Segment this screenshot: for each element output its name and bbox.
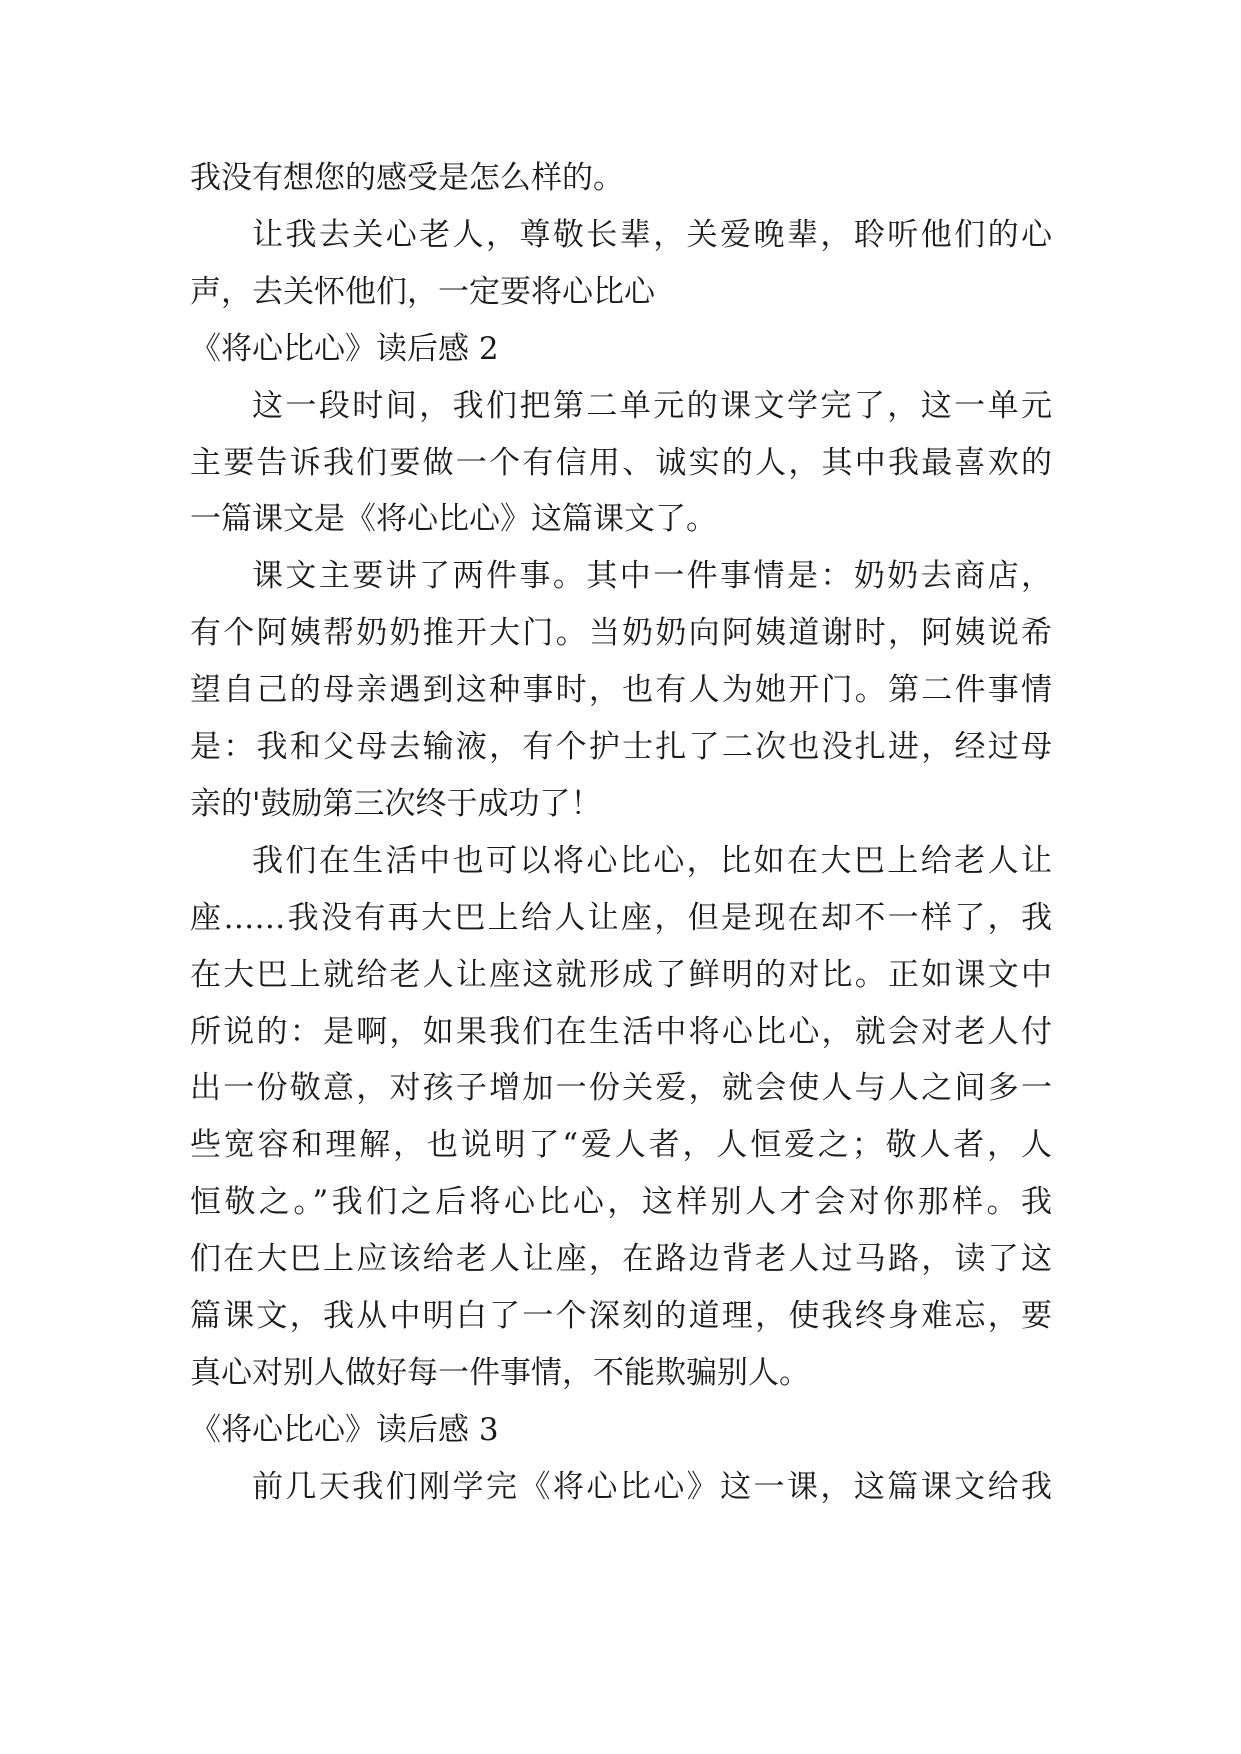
text-line: 真心对别人做好每一件事情，不能欺骗别人。 [190,1354,810,1391]
text-line: 恒敬之。”我们之后将心比心，这样别人才会对你那样。我 [190,1184,1052,1221]
text-line: 有个阿姨帮奶奶推开大门。当奶奶向阿姨道谢时，阿姨说希 [190,615,1052,652]
text-line: 主要告诉我们要做一个有信用、诚实的人，其中我最喜欢的 [190,444,1052,481]
text-line: 声，去关怀他们，一定要将心比心 [190,273,655,310]
text-line: 是：我和父母去输液，有个护士扎了二次也没扎进，经过母 [190,729,1052,765]
text-line: 所说的：是啊，如果我们在生活中将心比心，就会对老人付 [190,1013,1052,1050]
text-line: 课文主要讲了两件事。其中一件事情是：奶奶去商店， [252,558,1052,595]
section-heading: 《将心比心》读后感 2 [190,330,499,367]
text-line: 们在大巴上应该给老人让座，在路边背老人过马路，读了这 [190,1241,1052,1278]
text-line: 这一段时间，我们把第二单元的课文学完了，这一单元 [252,387,1052,424]
text-line: 些宽容和理解，也说明了“爱人者，人恒爱之；敬人者，人 [190,1127,1052,1164]
text-line: 亲的'鼓励第三次终于成功了！ [190,785,602,822]
text-line: 前几天我们刚学完《将心比心》这一课，这篇课文给我 [252,1468,1052,1505]
text-line: 在大巴上就给老人让座这就形成了鲜明的对比。正如课文中 [190,956,1052,993]
text-line: 望自己的母亲遇到这种事时，也有人为她开门。第二件事情 [190,672,1052,709]
text-line: 我没有想您的感受是怎么样的。 [190,160,624,196]
text-line: 我们在生活中也可以将心比心，比如在大巴上给老人让 [252,842,1052,879]
section-heading: 《将心比心》读后感 3 [190,1411,499,1448]
text-line: 篇课文，我从中明白了一个深刻的道理，使我终身难忘，要 [190,1298,1052,1334]
text-line: 出一份敬意，对孩子增加一份关爱，就会使人与人之间多一 [190,1070,1052,1107]
text-line: 一篇课文是《将心比心》这篇课文了。 [190,501,717,538]
text-line: 座……我没有再大巴上给人让座，但是现在却不一样了，我 [190,899,1052,936]
text-line: 让我去关心老人，尊敬长辈，关爱晚辈，聆听他们的心 [252,216,1052,253]
